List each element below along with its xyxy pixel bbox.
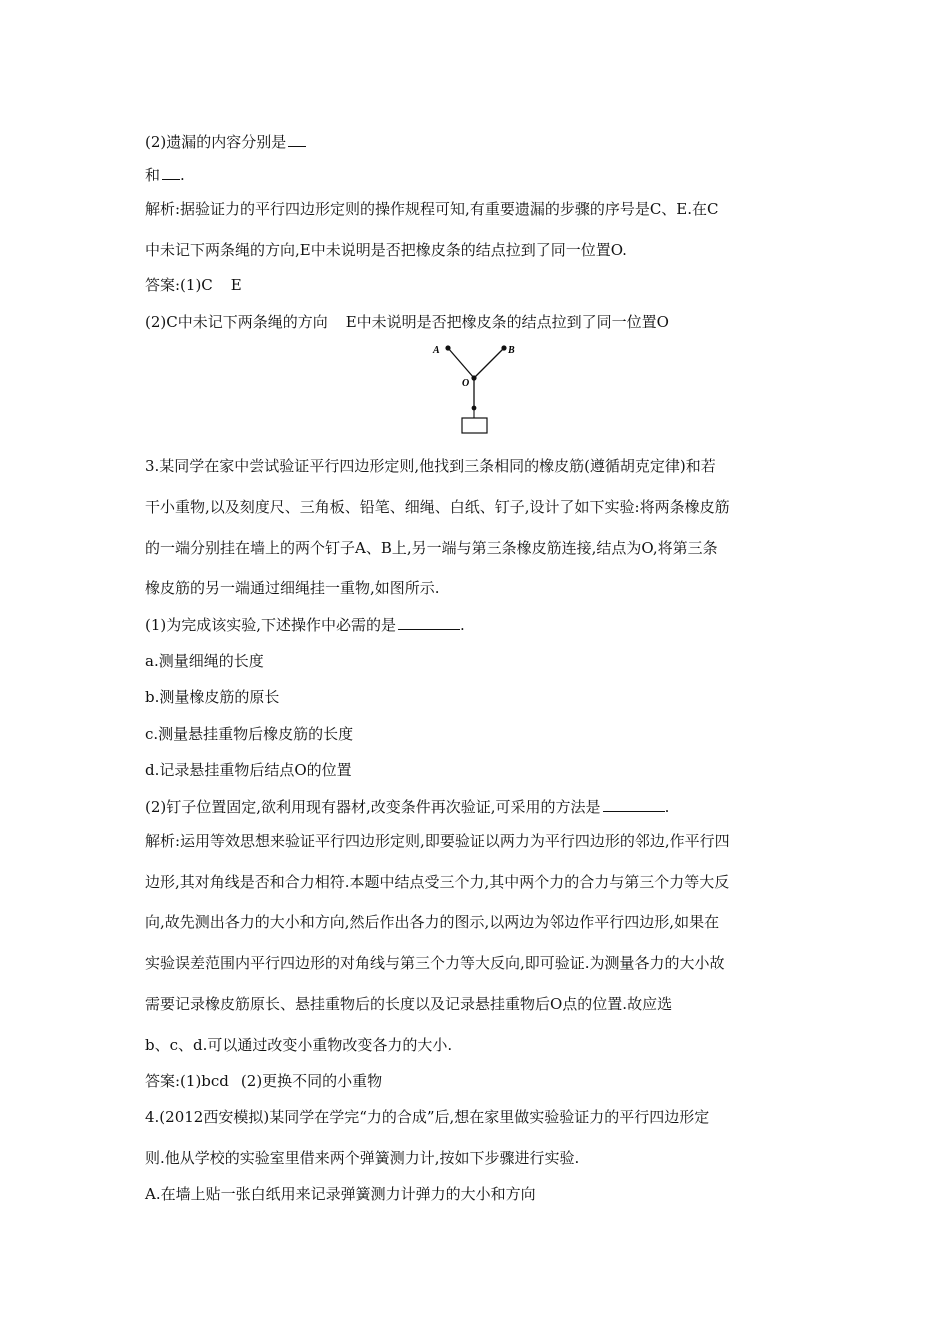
q3-part2: (2)钉子位置固定,欲利用现有器材,改变条件再次验证,可采用的方法是 . [145,798,670,816]
rubber-band-figure [428,338,524,440]
label-o: O [462,378,470,389]
q2-analysis-line-1: 解析:据验证力的平行四边形定则的操作规程可知,有重要遗漏的步骤的序号是C、E.在C [145,200,719,218]
nail-b [501,345,506,350]
q3-analysis-line-2: 边形,其对角线是否和合力相符.本题中结点受三个力,其中两个力的合力与第三个力等大反 [145,873,730,891]
q3-answer: 答案:(1)bcd (2)更换不同的小重物 [145,1072,383,1090]
q3-stem-line-3: 的一端分别挂在墙上的两个钉子A、B上,另一端与第三条橡皮筋连接,结点为O,将第三条 [145,539,718,557]
label-a: A [433,345,440,356]
knot-o [471,375,476,380]
q3-analysis-line-6: b、c、d.可以通过改变小重物改变各力的大小. [145,1036,453,1054]
q2-answer-1: 答案:(1)C E [145,276,242,294]
q3-stem-line-4: 橡皮筋的另一端通过细绳挂一重物,如图所示. [145,579,440,597]
q2-part2-and: 和 . [145,166,185,184]
q3-analysis-line-5: 需要记录橡皮筋原长、悬挂重物后的长度以及记录悬挂重物后O点的位置.故应选 [145,995,673,1013]
q4-step-a: A.在墙上贴一张白纸用来记录弹簧测力计弹力的大小和方向 [145,1185,536,1203]
q2-analysis-line-2: 中未记下两条绳的方向,E中未说明是否把橡皮条的结点拉到了同一位置O. [145,241,627,259]
q2-answer-2: (2)C中未记下两条绳的方向 E中未说明是否把橡皮条的结点拉到了同一位置O [145,313,669,331]
q3-analysis-line-4: 实验误差范围内平行四边形的对角线与第三个力等大反向,即可验证.为测量各力的大小故 [145,954,725,972]
q3-stem-line-2: 干小重物,以及刻度尺、三角板、铅笔、细绳、白纸、钉子,设计了如下实验:将两条橡皮筋 [145,498,730,516]
band-ao [448,348,474,378]
q2-part2-question: (2)遗漏的内容分别是 [145,131,306,152]
weight [462,418,487,433]
q4-stem-line-1: 4.(2012西安模拟)某同学在学完“力的合成”后,想在家里做实验验证力的平行四边形定 [145,1108,710,1126]
q3-option-c: c.测量悬挂重物后橡皮筋的长度 [145,725,354,743]
q3-option-a: a.测量细绳的长度 [145,652,264,670]
q4-stem-line-2: 则.他从学校的实验室里借来两个弹簧测力计,按如下步骤进行实验. [145,1149,580,1167]
q3-part1: (1)为完成该实验,下述操作中必需的是 . [145,616,465,634]
q3-analysis-line-1: 解析:运用等效思想来验证平行四边形定则,即要验证以两力为平行四边形的邻边,作平行四 [145,832,730,850]
label-b: B [508,345,515,356]
q3-analysis-line-3: 向,故先测出各力的大小和方向,然后作出各力的图示,以两边为邻边作平行四边形,如果在 [145,913,720,931]
q3-option-d: d.记录悬挂重物后结点O的位置 [145,761,352,779]
string-knot [472,406,477,411]
q3-option-b: b.测量橡皮筋的原长 [145,688,280,706]
band-bo [474,348,504,378]
nail-a [445,345,450,350]
q3-stem-line-1: 3.某同学在家中尝试验证平行四边形定则,他找到三条相同的橡皮筋(遵循胡克定律)和若 [145,457,716,475]
